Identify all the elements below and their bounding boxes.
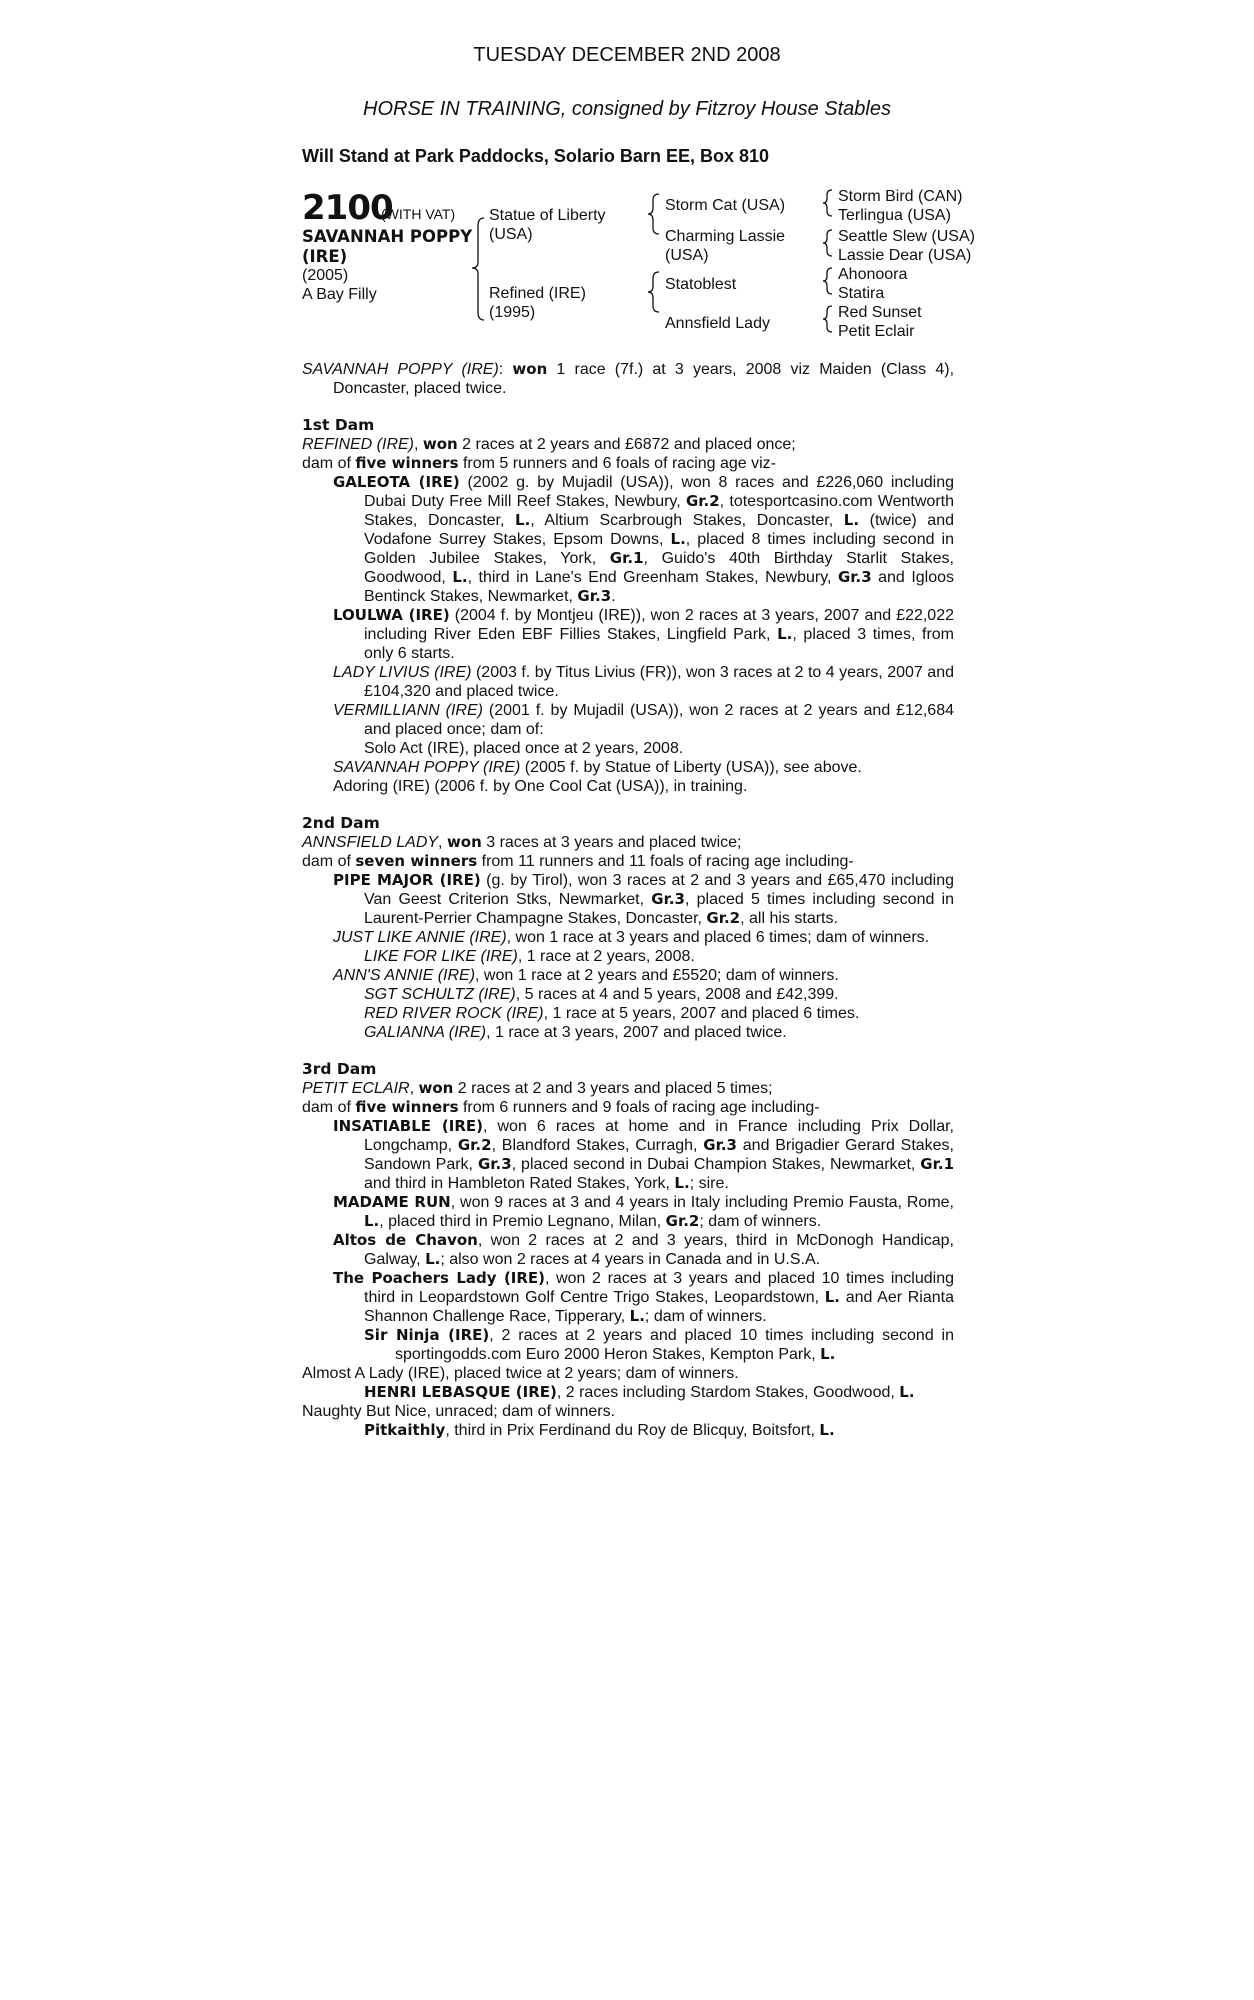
pedigree-sire-dam: Charming Lassie (USA) (665, 228, 786, 264)
produce-sgt-schultz: SGT SCHULTZ (IRE), 5 races at 4 and 5 years, 2008 and £42,399. (364, 986, 839, 1003)
pedigree-g3-4: Lassie Dear (USA) (838, 247, 972, 264)
pedigree-g3-6: Statira (838, 285, 885, 302)
produce-solo-act: Solo Act (IRE), placed once at 2 years, 2008. (364, 740, 684, 757)
pedigree-braces (0, 0, 1254, 360)
produce-red-river-rock: RED RIVER ROCK (IRE), 1 race at 5 years, 2007 and placed 6 times. (364, 1005, 860, 1022)
pedigree-sire: Statue of Liberty (USA) (489, 207, 606, 243)
consignment-line: HORSE IN TRAINING, consigned by Fitzroy House Stables (363, 98, 891, 120)
produce-lady-livius: LADY LIVIUS (IRE) (2003 f. by Titus Livius (FR)), won 3 races at 2 to 4 years, 2007 and £104,320 and placed twice. (333, 664, 954, 700)
vat-note: (WITH VAT) (381, 206, 456, 222)
first-dam-heading: 1st Dam (302, 416, 375, 434)
produce-loulwa: LOULWA (IRE) (2004 f. by Montjeu (IRE)), won 2 races at 3 years, 2007 and £22,022 including River Eden EBF Fillies Stakes, Lingfield Park, L., placed 3 times, from only 6 starts. (333, 606, 955, 662)
second-dam-produce: dam of seven winners from 11 runners and 11 foals of racing age including- (302, 852, 854, 870)
race-record: SAVANNAH POPPY (IRE): won 1 race (7f.) at 3 years, 2008 viz Maiden (Class 4), Doncaster, placed twice. (302, 360, 955, 397)
pedigree-g3-7: Red Sunset (838, 304, 922, 321)
stand-location: Will Stand at Park Paddocks, Solario Barn EE, Box 810 (302, 146, 769, 166)
pedigree-g3-8: Petit Eclair (838, 323, 915, 340)
horse-year: (2005) (302, 267, 349, 284)
produce-naughty-but-nice: Naughty But Nice, unraced; dam of winners. (302, 1403, 616, 1420)
produce-pitkaithly: Pitkaithly, third in Prix Ferdinand du Roy de Blicquy, Boitsfort, L. (364, 1421, 835, 1439)
pedigree-g3-1: Storm Bird (CAN) (838, 188, 963, 205)
produce-insatiable: INSATIABLE (IRE), won 6 races at home and in France including Prix Dollar, Longchamp, Gr.2, Blandford Stakes, Curragh, Gr.3 and Brigadier Gerard Stakes, Sandown Park, Gr.3, placed second in Dubai Champion Stakes, Newmarket, Gr.1 and third in Hambleton Rated Stakes, York, L.; sire. (333, 1117, 955, 1192)
catalogue-body (302, 360, 954, 1440)
produce-madame-run: MADAME RUN, won 9 races at 3 and 4 years in Italy including Premio Fausta, Rome, L., placed third in Premio Legnano, Milan, Gr.2; dam of winners. (333, 1193, 954, 1230)
produce-savannah-poppy: SAVANNAH POPPY (IRE) (2005 f. by Statue of Liberty (USA)), see above. (333, 759, 862, 776)
second-dam-heading: 2nd Dam (302, 814, 380, 832)
lot-number: 2100 (302, 188, 393, 228)
produce-galianna: GALIANNA (IRE), 1 race at 3 years, 2007 and placed twice. (364, 1024, 787, 1041)
third-dam-record: PETIT ECLAIR, won 2 races at 2 and 3 years and placed 5 times; (302, 1079, 773, 1097)
third-dam-produce: dam of five winners from 6 runners and 9 foals of racing age including- (302, 1098, 820, 1116)
produce-almost-a-lady: Almost A Lady (IRE), placed twice at 2 years; dam of winners. (302, 1365, 739, 1382)
horse-description: A Bay Filly (302, 286, 377, 303)
produce-just-like-annie: JUST LIKE ANNIE (IRE), won 1 race at 3 years and placed 6 times; dam of winners. (333, 929, 930, 946)
produce-altos-de-chavon: Altos de Chavon, won 2 races at 2 and 3 years, third in McDonogh Handicap, Galway, L.; also won 2 races at 4 years in Canada and in U.S.A. (333, 1231, 954, 1268)
produce-adoring: Adoring (IRE) (2006 f. by One Cool Cat (USA)), in training. (333, 778, 748, 795)
produce-galeota: GALEOTA (IRE) (2002 g. by Mujadil (USA)), won 8 races and £226,060 including Dubai Duty Free Mill Reef Stakes, Newbury, Gr.2, totesportcasino.com Wentworth Stakes, Doncaster, L., Altium Scarbrough Stakes, Doncaster, L. (twice) and Vodafone Surrey Stakes, Epsom Downs, L., placed 8 times including second in Golden Jubilee Stakes, York, Gr.1, Guido's 40th Birthday Starlit Stakes, Goodwood, L., third in Lane's End Greenham Stakes, Newbury, Gr.3 and Igloos Bentinck Stakes, Newmarket, Gr.3. (333, 473, 955, 605)
pedigree-dam-dam: Annsfield Lady (665, 315, 770, 332)
produce-henri-lebasque: HENRI LEBASQUE (IRE), 2 races including Stardom Stakes, Goodwood, L. (364, 1383, 915, 1401)
first-dam-produce: dam of five winners from 5 runners and 6 foals of racing age viz- (302, 454, 777, 472)
first-dam-record: REFINED (IRE), won 2 races at 2 years and £6872 and placed once; (302, 435, 796, 453)
produce-like-for-like: LIKE FOR LIKE (IRE), 1 race at 2 years, 2008. (364, 948, 695, 965)
third-dam-heading: 3rd Dam (302, 1060, 377, 1078)
second-dam-record: ANNSFIELD LADY, won 3 races at 3 years and placed twice; (302, 833, 742, 851)
horse-name: SAVANNAH POPPY (IRE) (302, 227, 473, 266)
sale-date: TUESDAY DECEMBER 2ND 2008 (473, 44, 781, 66)
produce-sir-ninja: Sir Ninja (IRE), 2 races at 2 years and placed 10 times including second in sportingodds.com Euro 2000 Heron Stakes, Kempton Park, L. (364, 1326, 955, 1363)
pedigree-g3-5: Ahonoora (838, 266, 908, 283)
pedigree-dam: Refined (IRE) (1995) (489, 285, 586, 321)
pedigree-sire-sire: Storm Cat (USA) (665, 197, 786, 214)
pedigree-g3-2: Terlingua (USA) (838, 207, 951, 224)
pedigree-g3-3: Seattle Slew (USA) (838, 228, 975, 245)
produce-poachers-lady: The Poachers Lady (IRE), won 2 races at 3 years and placed 10 times including third in Leopardstown Golf Centre Trigo Stakes, Leopardstown, L. and Aer Rianta Shannon Challenge Race, Tipperary, L.; dam of winners. (333, 1269, 954, 1325)
pedigree-dam-sire: Statoblest (665, 276, 737, 293)
produce-vermilliann: VERMILLIANN (IRE) (2001 f. by Mujadil (USA)), won 2 races at 2 years and £12,684 and placed once; dam of: (333, 702, 954, 738)
produce-pipe-major: PIPE MAJOR (IRE) (g. by Tirol), won 3 races at 2 and 3 years and £65,470 including Van Geest Criterion Stks, Newmarket, Gr.3, placed 5 times including second in Laurent-Perrier Champagne Stakes, Doncaster, Gr.2, all his starts. (333, 871, 955, 927)
produce-anns-annie: ANN'S ANNIE (IRE), won 1 race at 2 years and £5520; dam of winners. (333, 967, 839, 984)
